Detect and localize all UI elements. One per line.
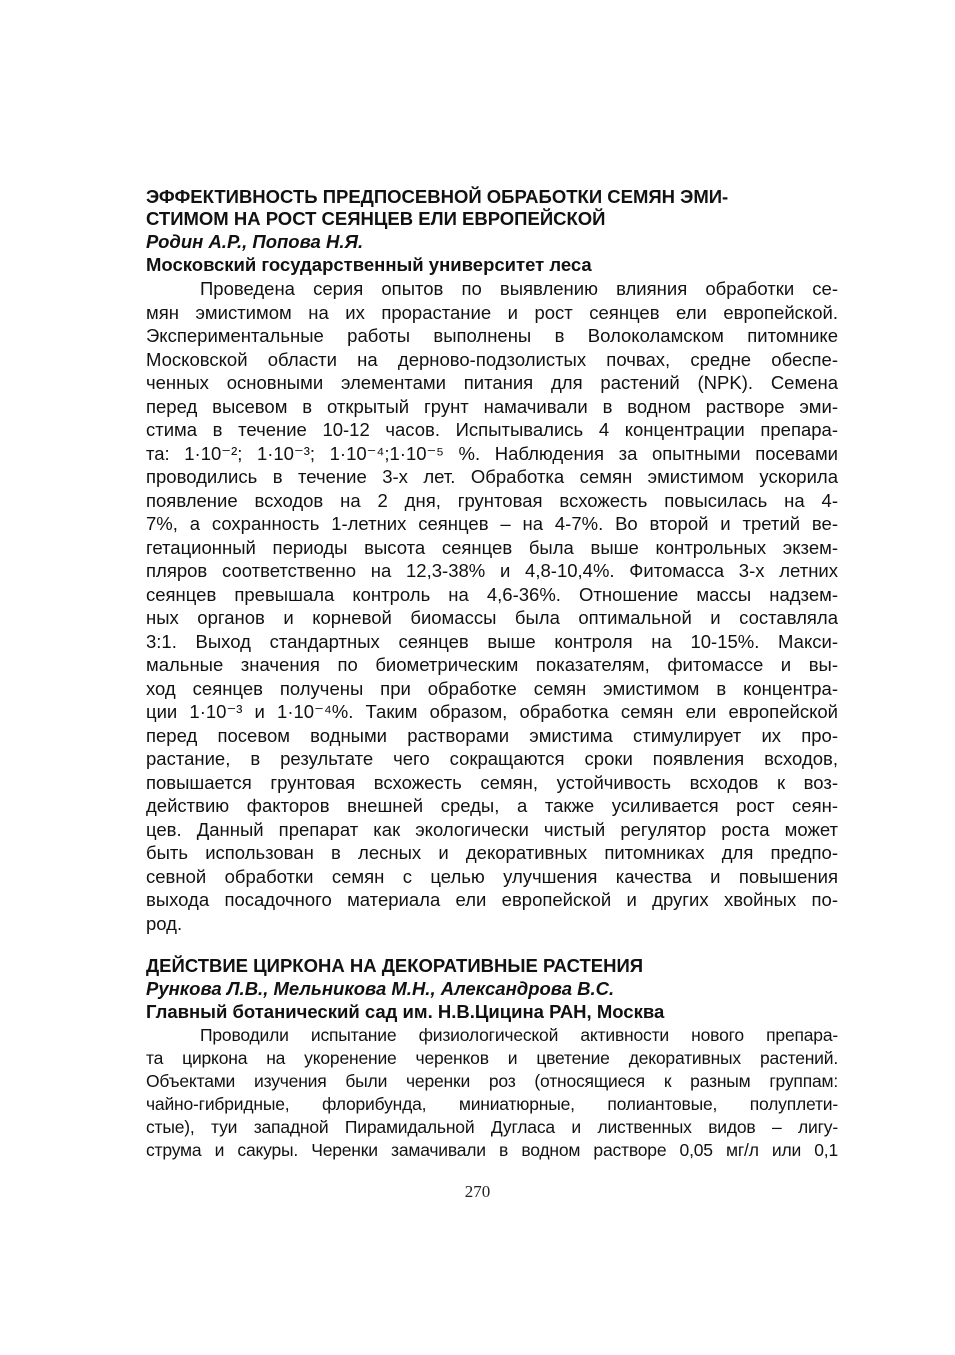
body-line: появление всходов на 2 дня, грунтовая всхожесть повысилась на 4- [146,489,838,511]
body-line: Экспериментальные работы выполнены в Волоколамском питомнике [146,325,838,346]
body-line: перед посевом водными растворами эмистима стимулирует их про- [146,724,838,746]
body-line: 3:1. Выход стандартных сеянцев выше контроля на 10-15%. Макси- [146,630,838,652]
body-line: выхода посадочного материала ели европейской и других хвойных по- [146,889,838,910]
body-line: растание, в результате чего сокращаются сроки появления всходов, [146,748,838,769]
body-line: род. [146,912,183,934]
article-2-title: ДЕЙСТВИЕ ЦИРКОНА НА ДЕКОРАТИВНЫЕ РАСТЕНИЯ [146,955,644,976]
body-line: гетационный периоды высота сеянцев была выше контрольных экзем- [146,536,838,558]
body-line: та: 1·10⁻²; 1·10⁻³; 1·10⁻⁴;1·10⁻⁵ %. Наблюдения за опытными посевами [146,442,838,464]
body-line: повышается грунтовая всхожесть семян, устойчивость всходов к воз- [146,771,838,793]
article-1-affiliation: Московский государственный университет леса [146,254,592,275]
body-line: чайно-гибридные, флорибунда, миниатюрные, полиантовые, полуплети- [146,1094,838,1114]
article-2 [146,955,838,1162]
title-line: ЭФФЕКТИВНОСТЬ ПРЕДПОСЕВНОЙ ОБРАБОТКИ СЕМЯН ЭМИ- [146,186,729,207]
body-line: ченных основными элементами питания для растений (NPK). Семена [146,372,838,393]
body-line: ных органов и корневой биомассы была оптимальной и составляла [146,607,838,628]
body-line: действию факторов внешней среды, а также усиливается рост сеян- [146,795,838,816]
body-line: перед высевом в открытый грунт намачивали в водном растворе эми- [146,395,838,417]
title-line: СТИМОМ НА РОСТ СЕЯНЦЕВ ЕЛИ ЕВРОПЕЙСКОЙ [146,208,606,229]
body-line: сеянцев превышала контроль на 4,6-36%. Отношение массы надзем- [146,583,838,605]
body-line: ход сеянцев получены при обработке семян эмистимом в концентра- [146,677,838,699]
document-page [146,186,838,1162]
page-number: 270 [464,1182,491,1201]
article-2-authors: Рункова Л.В., Мельникова М.Н., Александрова В.С. [146,978,615,999]
body-line: 7%, а сохранность 1-летних сеянцев – на 4-7%. Во второй и третий ве- [146,513,838,534]
article-1-body [146,277,838,935]
article-2-body [146,1024,838,1162]
body-line: ции 1·10⁻³ и 1·10⁻⁴%. Таким образом, обработка семян ели европейской [146,701,838,722]
article-1 [146,186,838,935]
body-line: мян эмистимом на их прорастание и рост сеянцев ели европейской. [146,301,838,323]
body-line: Проведена серия опытов по выявлению влияния обработки се- [200,278,838,299]
body-line: проводились в течение 3-х лет. Обработка семян эмистимом ускорила [146,466,838,487]
body-line: цев. Данный препарат как экологически чистый регулятор роста может [146,818,838,840]
body-line: Объектами изучения были черенки роз (относящиеся к разным группам: [146,1071,838,1091]
body-line: Проводили испытание физиологической активности нового препара- [200,1025,838,1045]
article-1-authors: Родин А.Р., Попова Н.Я. [146,231,364,252]
article-1-title [146,186,838,230]
body-line: севной обработки семян с целью улучшения качества и повышения [146,865,838,887]
body-line: стые), туи западной Пирамидальной Дугласа и лиственных видов – лигу- [146,1117,838,1137]
body-line: струма и сакуры. Черенки замачивали в водном растворе 0,05 мг/л или 0,1 [146,1140,838,1160]
body-line: та циркона на укоренение черенков и цветение декоративных растений. [146,1048,838,1068]
body-line: пляров соответственно на 12,3-38% и 4,8-10,4%. Фитомасса 3-х летних [146,560,838,581]
body-line: Московской области на дерново-подзолистых почвах, средне обеспе- [146,348,838,370]
body-line: мальные значения по биометрическим показателям, фитомассе и вы- [146,654,838,675]
body-line: быть использован в лесных и декоративных питомниках для предпо- [146,842,838,863]
article-2-affiliation: Главный ботанический сад им. Н.В.Цицина РАН, Москва [146,1001,665,1022]
body-line: стима в течение 10-12 часов. Испытывались 4 концентрации препара- [146,419,838,440]
